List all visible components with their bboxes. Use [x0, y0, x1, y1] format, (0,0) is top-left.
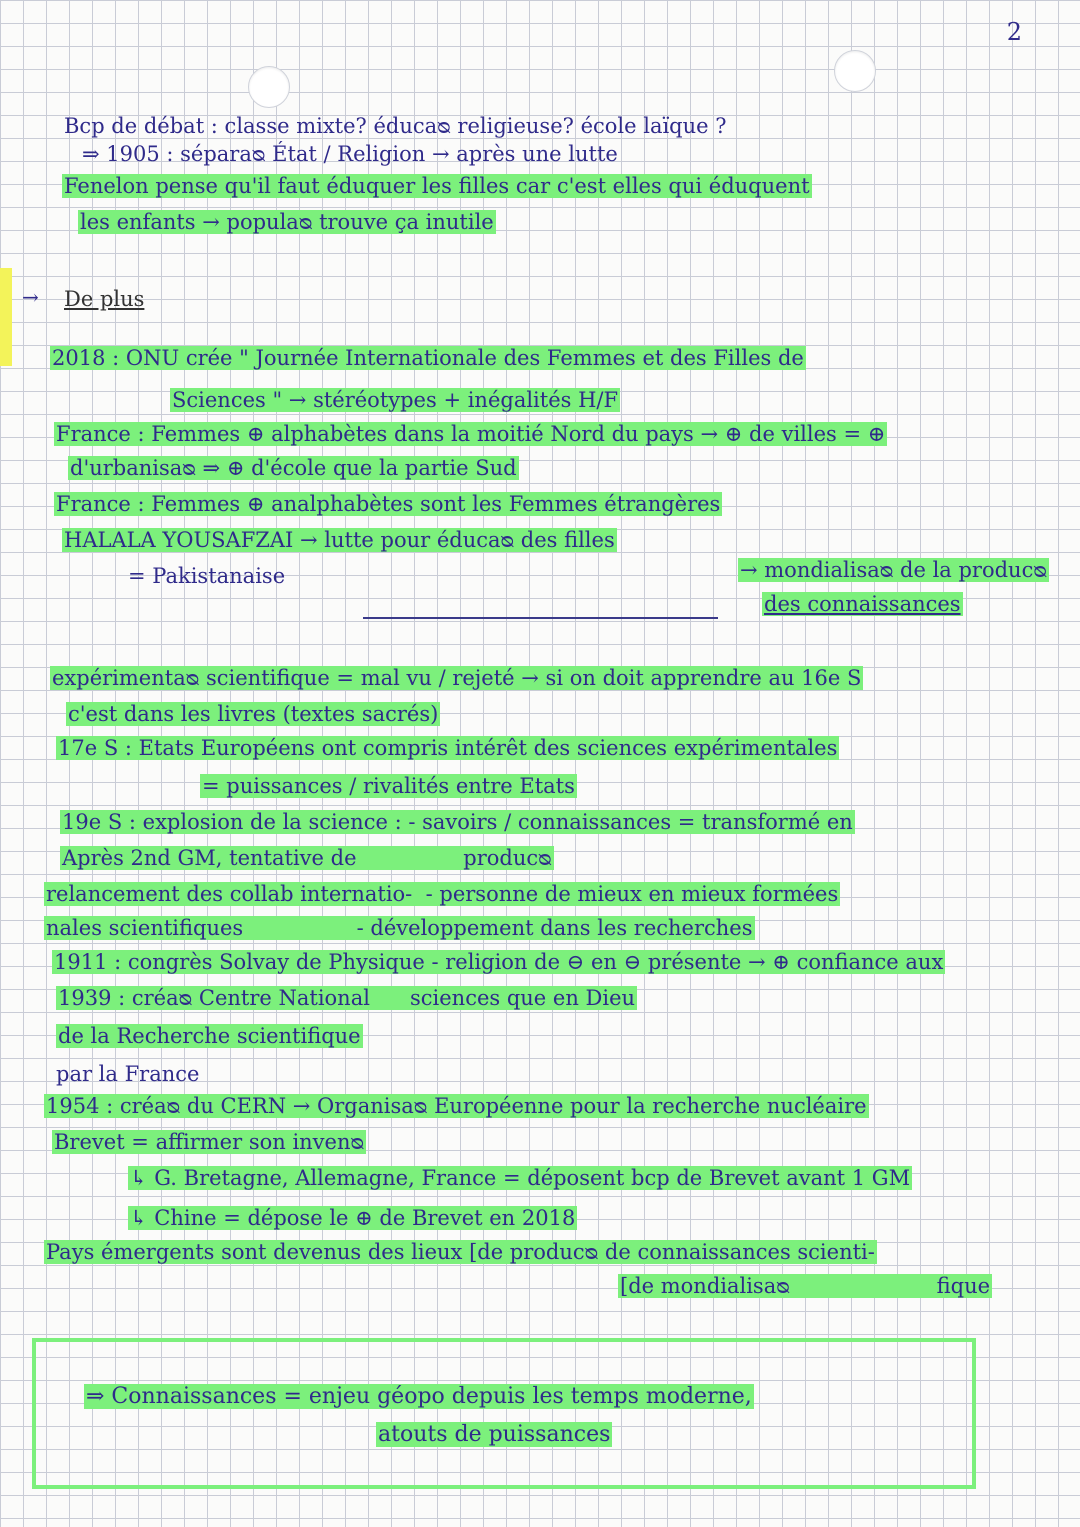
note-line: ↳ Chine = dépose le ⊕ de Brevet en 2018 — [130, 1206, 576, 1230]
note-line: Pays émergents sont devenus des lieux [de producᴓ de connaissances scienti- — [46, 1240, 875, 1264]
margin-arrow: → — [22, 285, 39, 309]
note-line: 2018 : ONU crée " Journée Internationale des Femmes et des Filles de — [52, 346, 804, 370]
note-line: expérimentaᴓ scientifique = mal vu / rejeté → si on doit apprendre au 16e S — [52, 666, 862, 690]
note-line: 1954 : créaᴓ du CERN → Organisaᴓ Européenne pour la recherche nucléaire — [46, 1094, 867, 1118]
note-line: 1911 : congrès Solvay de Physique - religion de ⊖ en ⊖ présente → ⊕ confiance aux — [54, 950, 944, 974]
note-line: c'est dans les livres (textes sacrés) — [68, 702, 439, 726]
note-line: 1939 : créaᴓ Centre National sciences que en Dieu — [58, 986, 636, 1010]
note-line: les enfants → populaᴓ trouve ça inutile — [80, 210, 494, 234]
note-line: Bcp de débat : classe mixte? éducaᴓ religieuse? école laïque ? — [64, 114, 727, 138]
note-line: de la Recherche scientifique — [58, 1024, 361, 1048]
conclusion-line-1: ⇒ Connaissances = enjeu géopo depuis les temps moderne, — [86, 1384, 752, 1409]
note-line: Fenelon pense qu'il faut éduquer les filles car c'est elles qui éduquent — [64, 174, 810, 198]
note-line: Sciences " → stéréotypes + inégalités H/F — [172, 388, 619, 412]
binder-hole-left — [248, 66, 290, 108]
yellow-margin-tab — [0, 268, 12, 366]
note-line: ↳ G. Bretagne, Allemagne, France = déposent bcp de Brevet avant 1 GM — [130, 1166, 911, 1190]
note-line: HALALA YOUSAFZAI → lutte pour éducaᴓ des filles — [64, 528, 615, 552]
note-line: → mondialisaᴓ de la producᴓ — [740, 558, 1047, 582]
page-number: 2 — [1006, 18, 1022, 46]
note-line: des connaissances — [764, 592, 961, 616]
conclusion-line-2: atouts de puissances — [378, 1422, 611, 1447]
binder-hole-right — [834, 50, 876, 92]
conclusion-box — [32, 1338, 976, 1489]
note-line: nales scientifiques - développement dans les recherches — [46, 916, 753, 940]
note-line: ⇒ 1905 : séparaᴓ État / Religion → après une lutte — [82, 142, 618, 166]
note-line: Après 2nd GM, tentative de producᴓ — [62, 846, 552, 870]
section-heading: De plus — [64, 287, 145, 311]
note-line: d'urbanisaᴓ ⇒ ⊕ d'école que la partie Sud — [70, 456, 517, 480]
note-line: France : Femmes ⊕ alphabètes dans la moitié Nord du pays → ⊕ de villes = ⊕ — [56, 422, 886, 446]
note-line: = puissances / rivalités entre Etats — [202, 774, 575, 798]
note-line: relancement des collab internatio- - personne de mieux en mieux formées — [46, 882, 839, 906]
note-line: par la France — [56, 1062, 200, 1086]
note-line: Brevet = affirmer son invenᴓ — [54, 1130, 365, 1154]
note-line: [de mondialisaᴓ fique — [620, 1274, 991, 1298]
note-line: 17e S : Etats Européens ont compris intérêt des sciences expérimentales — [58, 736, 838, 760]
divider-line — [363, 617, 718, 619]
note-line: France : Femmes ⊕ analphabètes sont les Femmes étrangères — [56, 492, 721, 516]
note-line: = Pakistanaise — [128, 564, 286, 588]
note-line: 19e S : explosion de la science : - savoirs / connaissances = transformé en — [62, 810, 853, 834]
